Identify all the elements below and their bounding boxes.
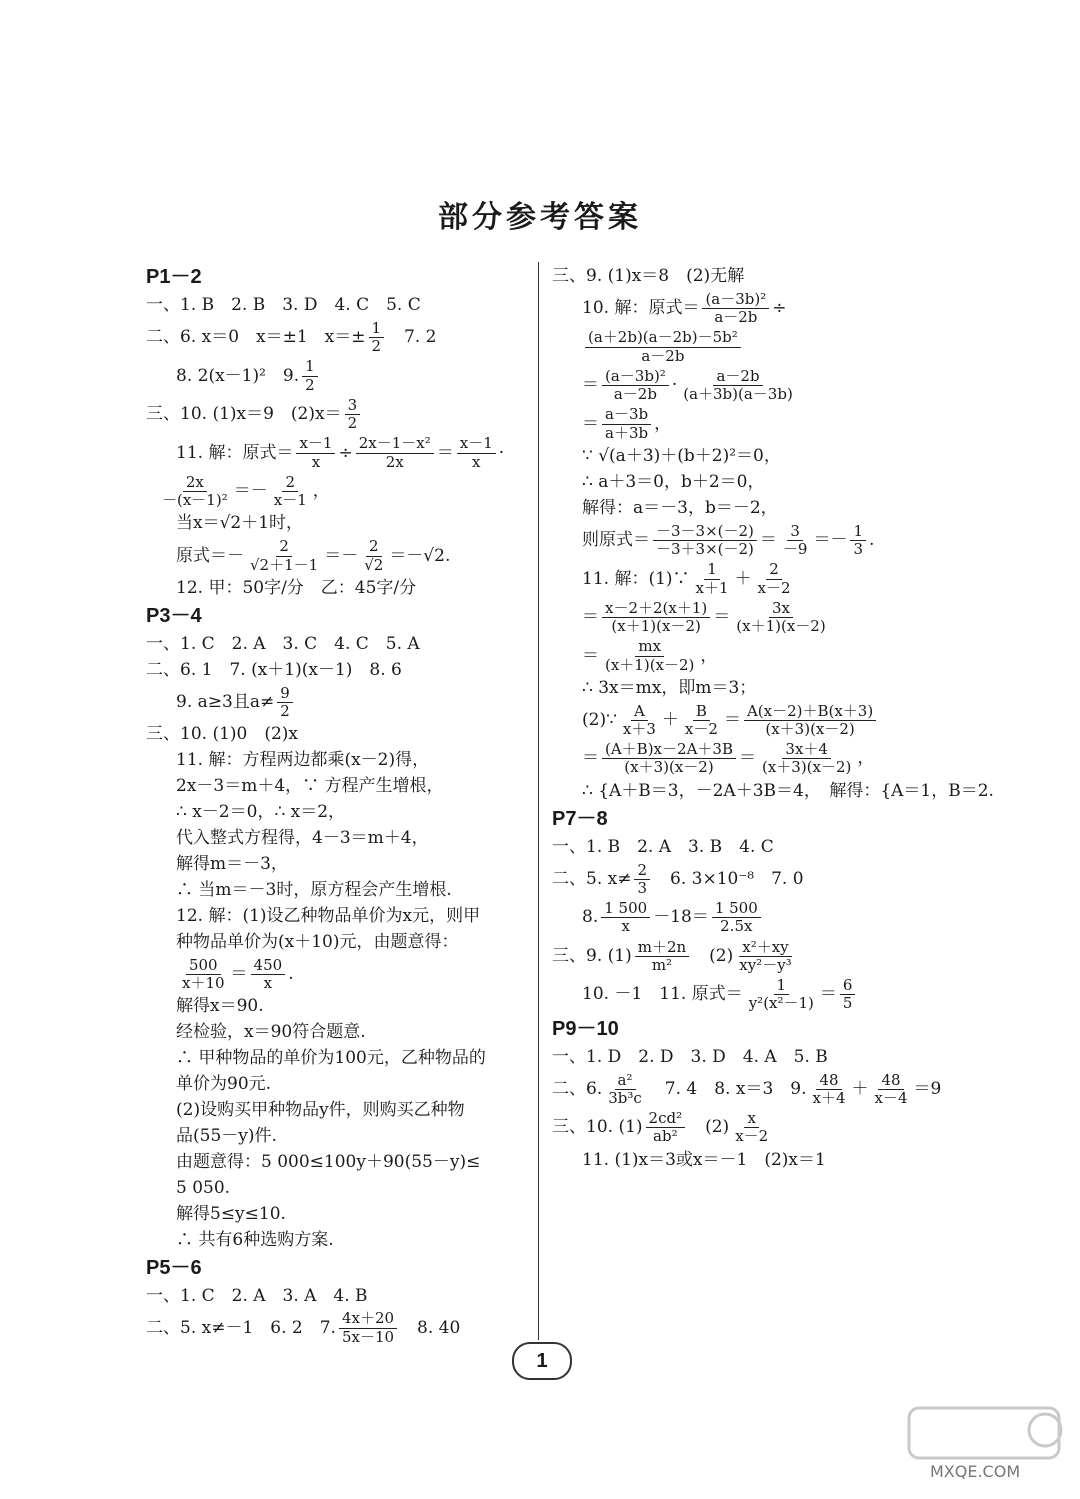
answer-text: ， [857,748,875,769]
fraction [302,358,318,394]
answer-text: 10. －1 11. 原式＝ [582,984,743,1005]
numerator: 48 [878,1072,903,1090]
answer-text: ＝ [759,530,777,551]
section-heading: P5－6 [146,1256,202,1279]
answer-text: 12. 甲：50字/分 乙：45字/分 [176,577,417,598]
answer-line [146,659,516,682]
fraction [602,741,736,777]
numerator: x－2＋2(x＋1) [602,600,710,618]
answer-line [146,931,516,954]
answer-text: 7. 4 8. x＝3 9. [647,1078,807,1099]
fraction [296,435,335,471]
answer-text: 三、10. (1) [552,1117,643,1138]
numerator: 6 [840,977,856,995]
answer-line [552,523,932,559]
answer-text: 三、10. (1)0 (2)x [146,724,299,745]
answer-text: ， [700,645,718,666]
numerator: a－3b [602,406,651,424]
fraction [736,939,794,975]
numerator: (a－3b)² [602,368,669,386]
denominator: a－2b [714,308,758,327]
numerator: 1 [774,977,790,995]
answer-line [552,939,932,975]
denominator: x＋1 [695,578,729,597]
answer-line [552,291,932,327]
denominator: x [472,452,481,471]
answer-text: (2) [692,945,734,966]
answer-line [146,1177,516,1200]
fraction [271,474,310,510]
denominator: x－4 [874,1088,908,1107]
numerator: 2x－1－x² [356,435,434,453]
fraction [620,703,659,739]
answer-column-left [146,262,516,1349]
answer-line [552,1110,932,1146]
answer-line [552,561,932,597]
numerator: a－2b [713,368,762,386]
answer-text: 解得：a＝－3，b＝－2， [582,497,778,518]
denominator: x [311,452,321,471]
answer-text: 11. 解：原式＝ [176,442,294,463]
answer-line [146,749,516,772]
answer-line [552,445,932,468]
denominator: a－2b [641,346,685,365]
fraction [602,638,697,674]
numerator: a² [615,1072,636,1090]
answer-text: 品(55－y)件. [176,1125,277,1146]
fraction [601,900,650,936]
numerator: (a＋2b)(a－2b)－5b² [585,329,741,347]
answer-text: 12. 解：(1)设乙种物品单价为x元，则甲 [176,905,481,926]
fraction [369,320,385,356]
answer-text: ∴ 甲种物品的单价为100元，乙种物品的 [176,1048,486,1068]
denominator: x－2 [757,578,791,597]
answer-text: (2)∵ [582,709,617,730]
answer-line [146,775,516,798]
denominator: a＋3b [605,423,649,442]
section-heading: P1－2 [146,266,202,288]
fraction [653,523,757,559]
numerator: (A＋B)x－2A＋3B [602,741,736,759]
answer-line [146,358,516,394]
numerator: 2 [766,561,782,579]
denominator: x [621,917,630,936]
denominator: m² [651,955,673,974]
answer-text: 二、6. 1 7. (x＋1)(x－1) 8. 6 [146,659,402,680]
answer-text: ， [312,481,330,502]
answer-text: 种物品单价为(x＋10)元，由题意得： [176,931,459,952]
fraction [646,1110,686,1146]
answer-text: 11. 解：方程两边都乘(x－2)得， [176,750,430,771]
answer-text: ÷ [338,442,353,463]
answer-line [146,1203,516,1226]
answer-text: (2)设购买甲种物品y件，则购买乙种物 [176,1099,465,1120]
section-heading: P3－4 [146,604,202,627]
fraction [602,406,651,442]
answer-line [552,368,932,404]
answer-text: 10. 解：原式＝ [582,298,700,319]
answer-text: 9. a≥3且a≠ [176,691,275,712]
numerator: x²＋xy [739,939,791,957]
answer-text: 解得5≤y≤10. [176,1203,286,1224]
denominator: 5 [842,994,853,1013]
answer-text: 8. 2(x－1)² 9. [176,365,300,386]
answer-text: 8. 40 [400,1317,461,1338]
answer-line [146,320,516,356]
fraction [850,523,866,559]
answer-line [146,1021,516,1044]
section-heading: P7－8 [552,807,608,830]
fraction [247,538,321,574]
answer-text: 一、1. B 2. B 3. D 4. C 5. C [146,295,421,315]
fraction [759,741,854,777]
answer-text: ＝ [582,375,599,396]
numerator: 1 500 [601,900,650,918]
answer-line [146,397,516,433]
answer-text: 11. (1)x＝3或x＝－1 (2)x＝1 [582,1149,826,1170]
fraction [702,291,769,327]
numerator: －3－3×(－2) [653,523,757,541]
fraction [457,435,496,471]
numerator: (a－3b)² [702,291,769,309]
denominator: 3 [637,878,648,897]
fraction [840,977,856,1013]
fraction [277,685,293,721]
fraction [602,600,710,636]
fraction [179,957,228,993]
numerator: 4x＋20 [339,1310,397,1328]
numerator: 1 [704,561,720,579]
denominator: 2x [385,452,404,471]
denominator: x－2 [684,719,718,738]
answer-text: ∴ x－2＝0，∴ x＝2， [176,802,346,822]
numerator: A(x－2)＋B(x＋3) [744,703,876,721]
answer-text: ＝ [582,748,599,769]
answer-text: ＝ [738,748,756,769]
answer-line [552,677,932,700]
answer-text: ， [654,413,672,434]
numerator: 3 [345,397,361,415]
denominator: x [263,973,273,992]
answer-line [146,474,516,510]
denominator: x＋4 [812,1088,846,1107]
denominator: (a＋3b)(a－3b) [683,385,793,404]
numerator: 500 [186,957,221,975]
numerator: x [744,1110,758,1128]
answer-text: ＝ [723,709,741,730]
denominator: (x＋1)(x－2) [736,617,826,635]
denominator: 2 [371,337,382,356]
denominator: xy²－y³ [739,955,792,974]
answer-text: ＝ [582,645,599,666]
answer-line [552,638,932,674]
answer-text: 三、10. (1)x＝9 (2)x＝ [146,404,342,425]
fraction [744,703,876,739]
fraction [682,703,721,739]
numerator: 1 [369,320,385,338]
fraction [602,368,669,404]
fraction [809,1072,848,1108]
answer-text: 经检验，x＝90符合题意. [176,1022,366,1043]
denominator: －(x－1)² [162,491,228,510]
denominator: x＋3 [622,719,656,738]
answer-text: 单价为90元. [176,1073,272,1094]
answer-line [146,538,516,574]
answer-text: ＝－√2. [389,545,451,566]
denominator: (x＋3)(x－2) [765,719,855,738]
answer-line [146,512,516,535]
answer-line [552,900,932,936]
denominator: (x＋1)(x－2) [611,617,701,635]
denominator: －9 [782,540,808,558]
fraction [634,862,650,898]
answer-text: 8. [582,907,599,928]
answer-text: 代入整式方程得，4－3＝m＋4， [176,827,429,848]
answer-text: 7. 2 [387,327,437,348]
answer-text: 由题意得：5 000≤100y＋90(55－y)≤ [176,1151,481,1172]
answer-text: ∴ 3x＝mx，即m＝3； [582,677,757,698]
answer-line [146,723,516,746]
answer-text: (2) [688,1117,730,1138]
denominator: 3b³c [608,1088,642,1107]
numerator: A [631,703,648,721]
denominator: ab² [653,1127,678,1146]
answer-line [146,685,516,721]
answer-line [552,780,994,803]
answer-line [146,1047,516,1070]
answer-text: ∵ √(a＋3)＋(b＋2)²＝0， [582,445,781,466]
fraction [605,1072,645,1108]
answer-text: ∴ a＋3＝0，b＋2＝0， [582,471,765,492]
answer-text: ＝ [436,442,454,463]
answer-text: ∴ {A＋B＝3，－2A＋3B＝4， 解得：{A＝1，B＝2. [582,780,994,801]
answer-line [146,294,516,317]
numerator: 1 [302,358,318,376]
answer-text: 5 050. [176,1177,231,1198]
answer-line [552,977,932,1013]
section-heading: P9－10 [552,1017,619,1040]
column-divider [538,262,539,1340]
answer-text: 二、6. [552,1078,603,1099]
denominator: y²(x²－1) [748,994,814,1013]
answer-text: ＝9 [913,1078,942,1099]
numerator: B [693,703,710,721]
denominator: (x＋3)(x－2) [624,758,714,777]
answer-line [552,836,932,859]
answer-line [146,1285,516,1308]
answer-line [552,1070,942,1108]
denominator: 2 [347,414,358,433]
answer-line [146,827,516,850]
numerator: 450 [251,957,286,975]
fraction [339,1310,397,1346]
answer-line [552,600,932,636]
answer-line [146,995,516,1018]
answer-text: ＋ [851,1078,869,1099]
fraction [733,600,828,636]
answer-text: ∴ 共有6种选购方案. [176,1229,334,1250]
answer-line [552,862,932,898]
answer-text: ＋ [734,568,752,589]
answer-line [552,703,932,739]
answer-text: 原式＝－ [176,545,244,566]
numerator: 3x＋4 [782,741,831,759]
numerator: x－1 [296,435,335,453]
denominator: －3＋3×(－2) [656,540,754,558]
answer-text: ＝ [582,413,599,434]
answer-line [146,905,516,928]
answer-text: . [288,963,294,984]
page-title: 部分参考答案 [438,200,642,235]
answer-line [146,1151,516,1174]
answer-line [146,1073,516,1096]
page-number: 1 [512,1342,572,1380]
answer-line [552,741,932,777]
answer-line [146,1125,516,1148]
denominator: a－2b [613,385,657,404]
denominator: (x＋3)(x－2) [761,758,852,777]
denominator: 3 [853,540,863,558]
answer-text: ＝ [819,984,837,1005]
answer-line [146,435,516,471]
answer-text: 三、9. (1)x＝8 (2)无解 [552,266,745,286]
numerator: 9 [277,685,293,703]
numerator: 3 [787,523,803,541]
answer-text: 解得x＝90. [176,996,264,1017]
numerator: 2 [282,474,298,492]
answer-text: 解得m＝－3， [176,853,288,874]
denominator: (x＋1)(x－2) [605,655,695,674]
answer-text: ÷ [772,298,787,319]
numerator: x－1 [457,435,496,453]
numerator: mx [635,638,664,656]
answer-text: ＝－ [324,545,359,566]
answer-text: 二、5. x≠－1 6. 2 7. [146,1317,336,1338]
answer-text: 二、5. x≠ [552,868,632,889]
denominator: x＋10 [182,973,225,992]
answer-text: 三、9. (1) [552,945,632,966]
numerator: 1 500 [712,900,761,918]
fraction [780,523,811,559]
answer-text: 6. 3×10⁻⁸ 7. 0 [653,868,804,889]
denominator: 2.5x [720,917,753,936]
answer-text: ＝－ [813,530,848,551]
denominator: 5x－10 [341,1327,395,1346]
numerator: 2 [276,538,292,556]
denominator: √2 [364,555,384,574]
answer-text: ＝ [230,963,248,984]
numerator: 2x [183,474,207,492]
answer-text: · [671,375,678,396]
answer-text: 一、1. D 2. D 3. D 4. A 5. B [552,1046,828,1067]
fraction [585,329,741,365]
answer-text: ＋ [661,709,679,730]
answer-text: －18＝ [653,907,709,928]
answer-line [146,1099,516,1122]
answer-column-right [552,262,994,1174]
numerator: 2 [634,862,650,880]
answer-line [146,853,516,876]
fraction [356,435,434,471]
answer-line [146,1310,516,1346]
answer-line [552,471,932,494]
answer-line [146,957,516,993]
denominator: √2＋1－1 [250,555,319,574]
answer-line [552,1149,932,1172]
numerator: 2cd² [646,1110,686,1128]
numerator: 3x [769,600,793,618]
watermark-text: MXQE.COM [930,1462,1021,1481]
fraction [251,957,286,993]
answer-text: 一、1. B 2. A 3. B 4. C [552,836,774,857]
fraction [680,368,796,404]
denominator: x－2 [735,1127,769,1146]
fraction [345,397,361,433]
answer-text: 一、1. C 2. A 3. A 4. B [146,1285,368,1306]
answer-text: 当x＝√2＋1时， [176,513,304,534]
fraction [693,561,732,597]
answer-line [552,265,932,288]
answer-text: . [869,530,875,551]
fraction [732,1110,771,1146]
answer-line [146,801,516,824]
answer-line [146,633,516,656]
numerator: m＋2n [635,939,689,957]
answer-text: · [498,442,505,463]
answer-line [146,879,516,902]
fraction [635,939,689,975]
fraction [755,561,794,597]
answer-line [552,329,932,365]
answer-text: ＝ [713,607,731,628]
answer-line [552,497,932,520]
answer-text: ∴ 当m＝－3时，原方程会产生增根. [176,879,452,900]
fraction [746,977,817,1013]
numerator: 2 [366,538,382,556]
fraction [712,900,761,936]
fraction [361,538,386,574]
fraction [159,474,231,510]
answer-text: ＝ [582,607,599,628]
fraction [872,1072,911,1108]
answer-line [146,577,516,600]
numerator: 48 [816,1072,841,1090]
answer-line [552,406,932,442]
denominator: 2 [280,701,290,720]
answer-text: 则原式＝ [582,530,650,551]
denominator: x－1 [273,491,307,510]
answer-text: 2x－3＝m＋4，∵ 方程产生增根， [176,776,444,797]
numerator: 1 [850,523,866,541]
answer-text: ＝－ [233,481,268,502]
answer-text: 一、1. C 2. A 3. C 4. C 5. A [146,633,420,654]
answer-text: 二、6. x＝0 x＝±1 x＝± [146,327,366,348]
answer-line [146,1229,516,1252]
answer-text: 11. 解：(1)∵ [582,568,690,589]
answer-line [552,1046,932,1069]
denominator: 2 [305,375,315,394]
